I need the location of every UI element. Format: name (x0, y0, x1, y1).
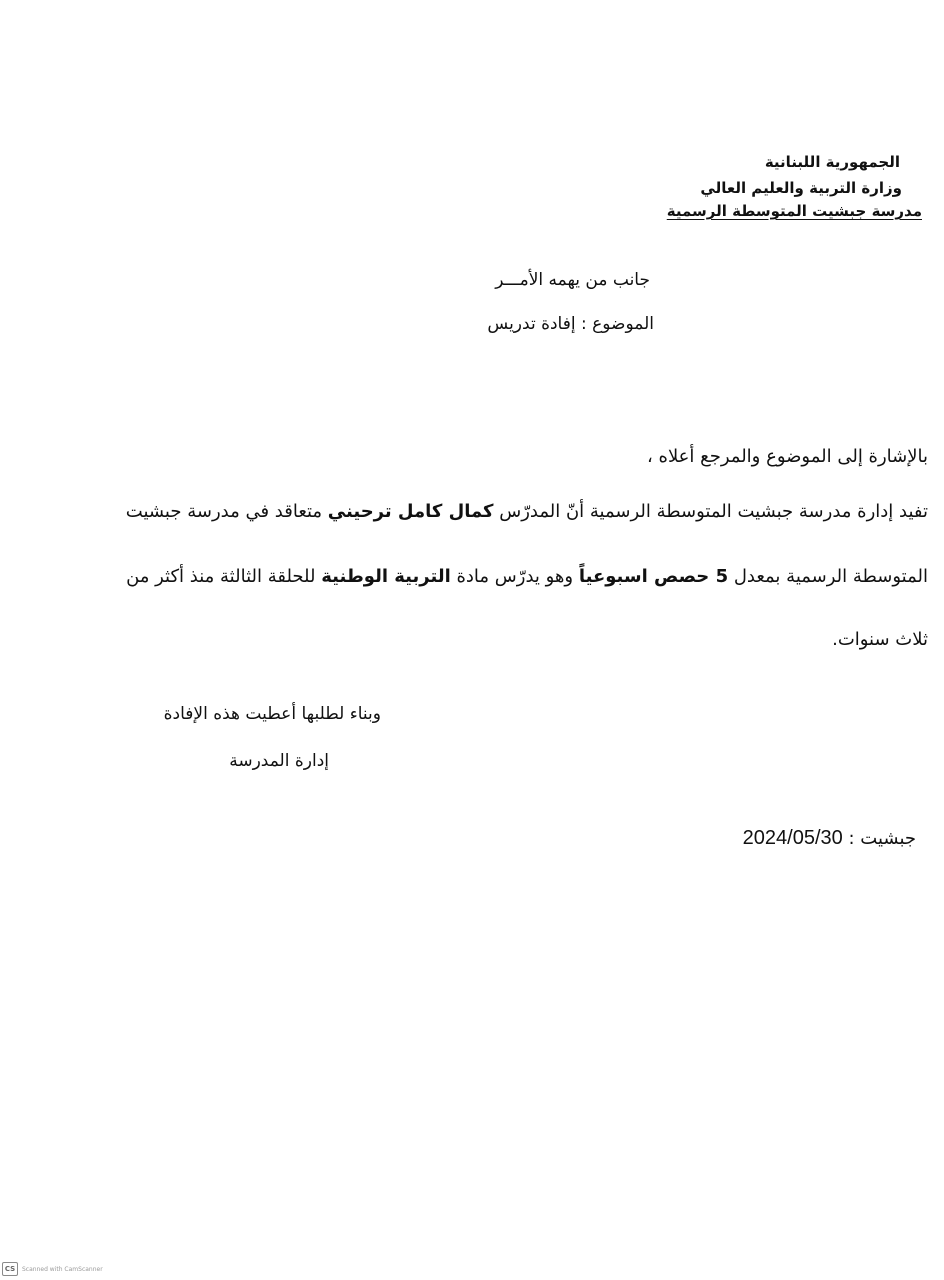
body-line-2-a: المتوسطة الرسمية بمعدل (728, 566, 928, 587)
teacher-name: كمال كامل ترحيني (327, 501, 494, 522)
scanner-text: Scanned with CamScanner (22, 1265, 103, 1273)
weekly-hours: 5 حصص اسبوعياً (578, 566, 729, 587)
scanner-watermark (2, 1262, 103, 1276)
body-line-3: ثلاث سنوات. (832, 629, 928, 650)
header-ministry: وزارة التربية والعليم العالي (700, 179, 902, 197)
body-line-1-a: تفيد إدارة مدرسة جبشيت المتوسطة الرسمية أنّ المدرّس (493, 501, 928, 522)
body-line-1-b: متعاقد في مدرسة جبشيت (125, 501, 328, 522)
place-label: جبشيت : (842, 828, 916, 849)
place-date-line (743, 826, 916, 851)
body-line-2 (126, 565, 928, 589)
body-line-2-b: وهو يدرّس مادة (450, 566, 579, 587)
camscanner-icon: CS (2, 1262, 18, 1276)
document-date: 2024/05/30 (742, 827, 843, 849)
subject-line: الموضوع : إفادة تدريس (487, 314, 654, 334)
addressee-line: جانب من يهمه الأمـــر (495, 270, 650, 290)
header-school: مدرسة جبشيت المتوسطة الرسمية (666, 202, 922, 220)
body-line-1 (126, 500, 928, 524)
header-republic: الجمهورية اللبنانية (764, 153, 900, 171)
signature-school-admin: إدارة المدرسة (229, 751, 329, 771)
body-line-2-c: للحلقة الثالثة منذ أكثر من (126, 566, 322, 587)
subject-name: التربية الوطنية (321, 566, 451, 587)
closing-statement: وبناء لطلبها أعطيت هذه الإفادة (163, 704, 381, 724)
intro-paragraph: بالإشارة إلى الموضوع والمرجع أعلاه ، (646, 446, 928, 467)
